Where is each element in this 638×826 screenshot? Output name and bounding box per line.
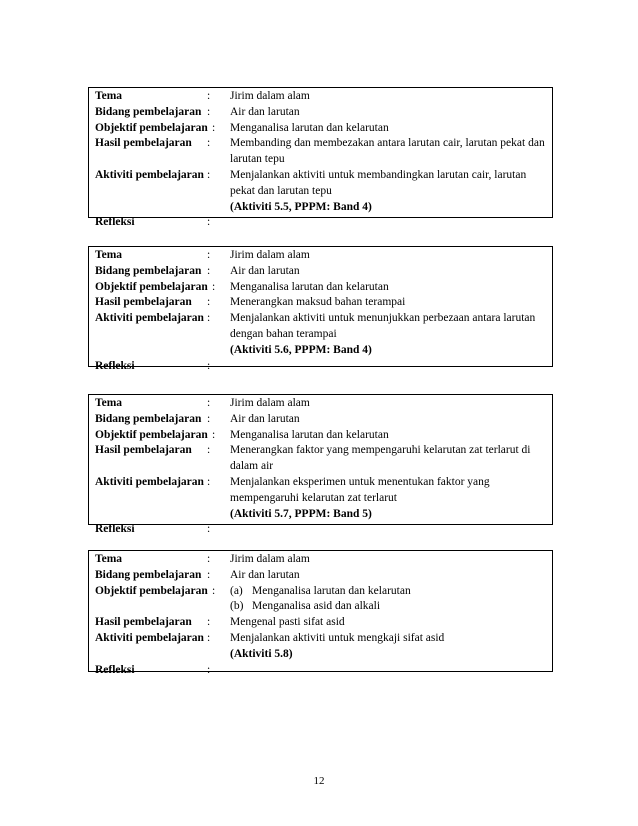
value-hasil: Mengenal pasti sifat asid — [230, 616, 345, 629]
value-aktiviti — [230, 631, 552, 663]
colon: : — [207, 359, 211, 372]
lesson-box-2 — [88, 246, 553, 372]
value-bidang: Air dan larutan — [230, 264, 300, 277]
row-hasil — [89, 443, 552, 475]
row-bidang — [89, 568, 552, 584]
colon: : — [207, 296, 211, 309]
row-refleksi — [89, 522, 552, 538]
label-aktiviti: Aktiviti pembelajaran — [95, 475, 204, 488]
value-aktiviti — [230, 168, 552, 215]
row-refleksi — [89, 359, 552, 375]
value-objektif: Menganalisa larutan dan kelarutan — [230, 428, 389, 441]
objektif-item-b — [230, 599, 546, 615]
row-tema — [89, 552, 552, 568]
colon: : — [207, 616, 211, 629]
row-aktiviti — [89, 475, 552, 522]
colon: : — [207, 444, 211, 457]
value-hasil: Menerangkan maksud bahan terampai — [230, 296, 406, 309]
label-hasil: Hasil pembelajaran — [95, 616, 192, 629]
colon: : — [212, 280, 216, 293]
label-tema: Tema — [95, 553, 123, 565]
row-hasil — [89, 136, 552, 168]
colon: : — [207, 312, 211, 325]
label-aktiviti: Aktiviti pembelajaran — [95, 168, 204, 181]
label-bidang: Bidang pembelajaran — [95, 568, 202, 581]
objektif-item-text: Menganalisa asid dan alkali — [252, 600, 381, 613]
row-refleksi — [89, 663, 552, 679]
colon: : — [207, 249, 211, 261]
value-hasil: Membanding dan membezakan antara larutan cair, larutan pekat dan larutan tepu — [230, 137, 545, 166]
colon: : — [212, 121, 216, 134]
list-marker: (b) — [230, 600, 244, 613]
row-bidang — [89, 105, 552, 121]
colon: : — [207, 475, 211, 488]
colon: : — [207, 137, 211, 150]
value-tema: Jirim dalam alam — [230, 397, 310, 409]
row-bidang — [89, 264, 552, 280]
lesson-box-1 — [88, 87, 553, 229]
colon: : — [207, 264, 211, 277]
value-tema: Jirim dalam alam — [230, 90, 310, 102]
lesson-box-3 — [88, 394, 553, 536]
label-objektif: Objektif pembelajaran — [95, 428, 208, 441]
label-refleksi: Refleksi — [95, 523, 135, 536]
label-tema: Tema — [95, 249, 123, 261]
value-objektif: Menganalisa larutan dan kelarutan — [230, 121, 389, 134]
aktiviti-text: Menjalankan aktiviti untuk mengkaji sifat asid — [230, 631, 445, 644]
value-hasil: Menerangkan faktor yang mempengaruhi kelarutan zat terlarut di dalam air — [230, 444, 531, 473]
value-aktiviti — [230, 475, 552, 522]
label-aktiviti: Aktiviti pembelajaran — [95, 312, 204, 325]
label-objektif: Objektif pembelajaran — [95, 584, 208, 597]
row-hasil — [89, 615, 552, 631]
aktiviti-reference: (Aktiviti 5.6, PPPM: Band 4) — [230, 343, 372, 356]
row-refleksi — [89, 215, 552, 231]
label-aktiviti: Aktiviti pembelajaran — [95, 631, 204, 644]
value-tema: Jirim dalam alam — [230, 553, 310, 565]
label-bidang: Bidang pembelajaran — [95, 412, 202, 425]
page-number: 12 — [313, 775, 325, 787]
label-hasil: Hasil pembelajaran — [95, 444, 192, 457]
colon: : — [207, 397, 211, 409]
value-bidang: Air dan larutan — [230, 568, 300, 581]
row-bidang — [89, 412, 552, 428]
row-objektif — [89, 428, 552, 444]
label-refleksi: Refleksi — [95, 359, 135, 372]
label-tema: Tema — [95, 397, 123, 409]
objektif-item-text: Menganalisa larutan dan kelarutan — [252, 584, 411, 597]
colon: : — [207, 105, 211, 118]
value-bidang: Air dan larutan — [230, 105, 300, 118]
colon: : — [212, 584, 216, 597]
colon: : — [207, 168, 211, 181]
colon: : — [207, 216, 211, 229]
objektif-item-a — [230, 584, 546, 600]
label-refleksi: Refleksi — [95, 663, 135, 676]
colon: : — [207, 523, 211, 536]
row-objektif — [89, 280, 552, 296]
label-tema: Tema — [95, 90, 123, 102]
row-aktiviti — [89, 631, 552, 663]
colon: : — [207, 631, 211, 644]
row-hasil — [89, 295, 552, 311]
lesson-box-4 — [88, 550, 553, 676]
value-aktiviti — [230, 311, 552, 358]
aktiviti-text: Menjalankan aktiviti untuk menunjukkan perbezaan antara larutan dengan bahan terampai — [230, 312, 536, 340]
label-hasil: Hasil pembelajaran — [95, 137, 192, 150]
label-bidang: Bidang pembelajaran — [95, 264, 202, 277]
value-objektif: Menganalisa larutan dan kelarutan — [230, 280, 389, 293]
value-bidang: Air dan larutan — [230, 412, 300, 425]
label-bidang: Bidang pembelajaran — [95, 105, 202, 118]
row-objektif — [89, 584, 552, 616]
colon: : — [207, 90, 211, 102]
row-aktiviti — [89, 168, 552, 215]
colon: : — [207, 568, 211, 581]
row-aktiviti — [89, 311, 552, 358]
aktiviti-reference: (Aktiviti 5.7, PPPM: Band 5) — [230, 507, 372, 520]
colon: : — [207, 553, 211, 565]
row-objektif — [89, 121, 552, 137]
aktiviti-reference: (Aktiviti 5.5, PPPM: Band 4) — [230, 200, 372, 213]
label-objektif: Objektif pembelajaran — [95, 121, 208, 134]
label-objektif: Objektif pembelajaran — [95, 280, 208, 293]
row-tema — [89, 248, 552, 264]
list-marker: (a) — [230, 584, 243, 597]
row-tema — [89, 396, 552, 412]
aktiviti-reference: (Aktiviti 5.8) — [230, 647, 293, 660]
value-tema: Jirim dalam alam — [230, 249, 310, 261]
colon: : — [212, 428, 216, 441]
colon: : — [207, 412, 211, 425]
aktiviti-text: Menjalankan eksperimen untuk menentukan faktor yang mempengaruhi kelarutan zat terlarut — [230, 475, 490, 504]
aktiviti-text: Menjalankan aktiviti untuk membandingkan larutan cair, larutan pekat dan larutan tepu — [230, 168, 527, 197]
label-refleksi: Refleksi — [95, 216, 135, 229]
label-hasil: Hasil pembelajaran — [95, 296, 192, 309]
colon: : — [207, 663, 211, 676]
row-tema — [89, 89, 552, 105]
value-objektif-list — [230, 584, 552, 616]
